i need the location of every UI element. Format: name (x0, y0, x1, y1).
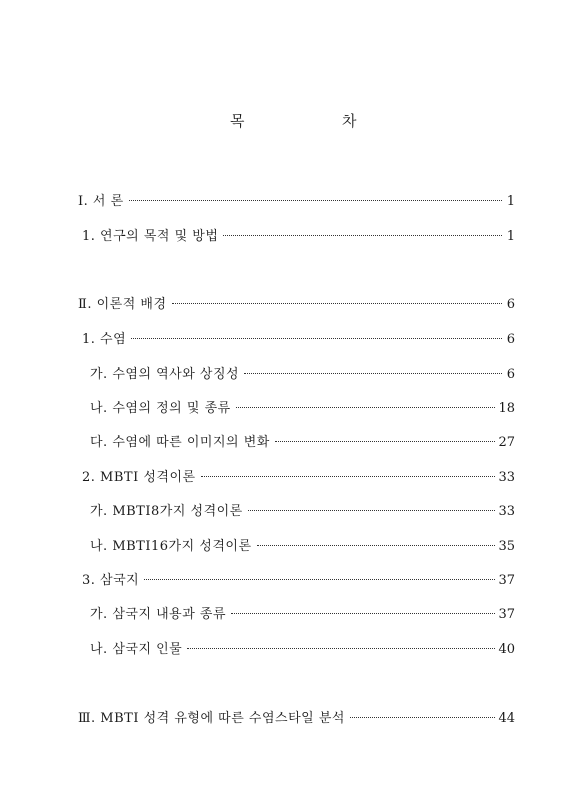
toc-entry-page: 6 (506, 332, 515, 347)
toc-entry-subsection[interactable] (90, 365, 515, 385)
toc-entry-label: 다. 수염에 따른 이미지의 변화 (90, 435, 270, 450)
toc-title-left: 목 (230, 112, 245, 130)
toc-entry-page: 18 (498, 401, 515, 416)
toc-entry-section[interactable] (82, 468, 515, 488)
toc-entry-subsection[interactable] (90, 640, 515, 660)
toc-entry-label: 나. 수염의 정의 및 종류 (90, 401, 231, 416)
toc-entry-label: 가. 삼국지 내용과 종류 (90, 607, 227, 622)
dot-leader (257, 545, 496, 546)
toc-entry-page: 6 (506, 297, 515, 312)
toc-entry-label: 나. MBTI16가지 성격이론 (90, 539, 252, 554)
toc-entry-subsection[interactable] (90, 537, 515, 557)
toc-entry-label: 1. 연구의 목적 및 방법 (82, 229, 219, 244)
toc-entry-subsection[interactable] (90, 433, 515, 453)
toc-entry-label: 가. MBTI8가지 성격이론 (90, 504, 243, 519)
dot-leader (187, 648, 495, 649)
dot-leader (129, 200, 502, 201)
toc-entry-page: 35 (498, 539, 515, 554)
dot-leader (144, 579, 495, 580)
toc-entry-section[interactable] (82, 330, 515, 350)
toc-entry-page: 37 (498, 573, 515, 588)
dot-leader (231, 613, 495, 614)
toc-entry-page: 1 (506, 194, 515, 209)
dot-leader (350, 717, 496, 718)
toc-entry-page: 37 (498, 607, 515, 622)
toc-entry-label: 나. 삼국지 인물 (90, 642, 183, 657)
toc-entry-page: 27 (498, 435, 515, 450)
toc-entry-label: 2. MBTI 성격이론 (82, 470, 196, 485)
toc-entry-chapter-1[interactable] (78, 192, 515, 212)
toc-title (0, 110, 572, 134)
toc-entry-page: 44 (498, 711, 515, 726)
toc-entry-chapter-2[interactable] (78, 295, 515, 315)
toc-entry-label: 가. 수염의 역사와 상징성 (90, 367, 240, 382)
toc-title-right: 차 (342, 112, 357, 130)
toc-entry-subsection[interactable] (90, 399, 515, 419)
dot-leader (236, 407, 496, 408)
toc-entry-subsection[interactable] (90, 502, 515, 522)
toc-entry-label: Ⅰ. 서 론 (78, 194, 124, 209)
dot-leader (223, 235, 502, 236)
dot-leader (248, 510, 496, 511)
dot-leader (172, 303, 502, 304)
toc-entry-page: 33 (498, 470, 515, 485)
toc-entry-section[interactable] (82, 571, 515, 591)
toc-entry-subsection[interactable] (90, 605, 515, 625)
toc-entry-label: Ⅱ. 이론적 배경 (78, 297, 167, 312)
toc-entry-page: 1 (506, 229, 515, 244)
dot-leader (275, 441, 496, 442)
toc-entry-page: 6 (506, 367, 515, 382)
dot-leader (244, 373, 502, 374)
toc-entry-section[interactable] (82, 227, 515, 247)
toc-entry-chapter-3[interactable] (78, 709, 515, 729)
toc-entry-label: Ⅲ. MBTI 성격 유형에 따른 수염스타일 분석 (78, 711, 345, 726)
dot-leader (201, 476, 496, 477)
toc-entry-page: 40 (498, 642, 515, 657)
toc-entry-label: 1. 수염 (82, 332, 127, 347)
toc-entry-label: 3. 삼국지 (82, 573, 140, 588)
toc-entry-page: 33 (498, 504, 515, 519)
dot-leader (131, 338, 502, 339)
